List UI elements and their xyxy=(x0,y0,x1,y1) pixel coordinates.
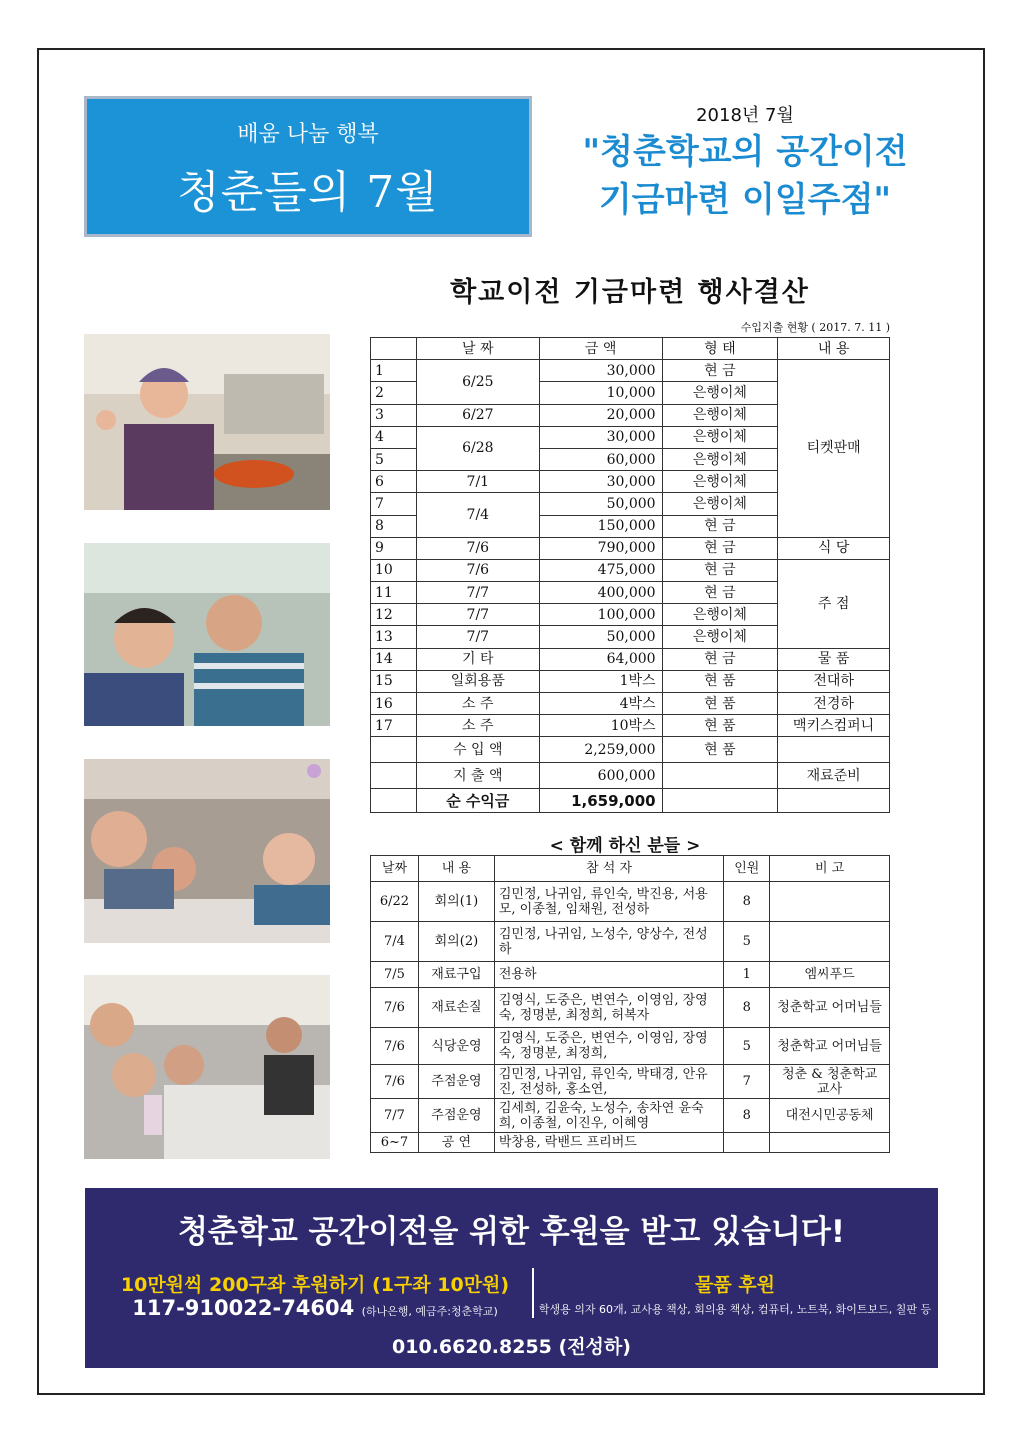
row-date: 6/25 xyxy=(416,360,539,404)
row-date: 7/7 xyxy=(416,604,539,626)
table-row xyxy=(371,1133,890,1153)
row-type: 은행이체 xyxy=(662,426,778,448)
row-number: 14 xyxy=(371,648,417,670)
photo-bar-table xyxy=(84,975,330,1159)
row-amount: 60,000 xyxy=(539,448,662,470)
photo-kitchen xyxy=(84,334,330,510)
empty-cell xyxy=(371,763,417,789)
row-people: 김영식, 도중은, 변연수, 이영임, 장영숙, 정명분, 최정희, xyxy=(494,1028,723,1065)
row-content: 물 품 xyxy=(778,648,890,670)
row-content: 회의(2) xyxy=(418,922,494,962)
header-title xyxy=(545,128,945,224)
row-amount: 30,000 xyxy=(539,360,662,382)
row-number: 1 xyxy=(371,360,417,382)
header-box xyxy=(84,96,532,237)
row-amount: 475,000 xyxy=(539,559,662,581)
row-people: 전용하 xyxy=(494,962,723,988)
row-content: 주점운영 xyxy=(418,1099,494,1133)
row-content: 전경하 xyxy=(778,693,890,715)
row-number: 8 xyxy=(371,515,417,537)
row-count: 5 xyxy=(724,1028,770,1065)
banner-headline: 청춘학교 공간이전을 위한 후원을 받고 있습니다! xyxy=(177,1214,846,1250)
row-content: 전대하 xyxy=(778,670,890,692)
row-date: 7/6 xyxy=(416,537,539,559)
header-cell: 날짜 xyxy=(371,856,419,882)
row-amount: 50,000 xyxy=(539,626,662,648)
expense-label: 지 출 액 xyxy=(416,763,539,789)
row-amount: 400,000 xyxy=(539,582,662,604)
report-status: 수입지출 현황 ( 2017. 7. 11 ) xyxy=(740,321,890,334)
row-people: 박창용, 락밴드 프리버드 xyxy=(494,1133,723,1153)
row-note: 청춘 & 청춘학교 교사 xyxy=(770,1065,890,1099)
income-type: 현 품 xyxy=(662,737,778,763)
row-number: 11 xyxy=(371,582,417,604)
account-note: (하나은행, 예금주:청춘학교) xyxy=(361,1305,498,1318)
row-people: 김세희, 김윤숙, 노성수, 송차연 윤숙희, 이종철, 이진우, 이혜영 xyxy=(494,1099,723,1133)
row-count: 1 xyxy=(724,962,770,988)
table-header-row xyxy=(371,338,890,360)
empty-cell xyxy=(662,789,778,813)
row-count xyxy=(724,1133,770,1153)
row-amount: 1박스 xyxy=(539,670,662,692)
row-date: 7/6 xyxy=(371,1028,419,1065)
row-type: 현 금 xyxy=(662,559,778,581)
photo-party-table xyxy=(84,759,330,943)
row-date: 7/7 xyxy=(371,1099,419,1133)
row-amount: 150,000 xyxy=(539,515,662,537)
empty-cell xyxy=(371,737,417,763)
net-label: 순 수익금 xyxy=(416,789,539,813)
row-date: 6/22 xyxy=(371,882,419,922)
row-people: 김민정, 나귀임, 류인숙, 박태경, 안유진, 전성하, 홍소연, xyxy=(494,1065,723,1099)
header-cell xyxy=(371,338,417,360)
banner-phone: 010.6620.8255 (전성하) xyxy=(392,1336,631,1358)
row-amount: 10박스 xyxy=(539,715,662,737)
row-note: 청춘학교 어머님들 xyxy=(770,1028,890,1065)
account-number: 117-910022-74604 xyxy=(132,1296,355,1320)
row-type: 현 금 xyxy=(662,515,778,537)
row-date: 일회용품 xyxy=(416,670,539,692)
table-row xyxy=(371,922,890,962)
row-people: 김민정, 나귀임, 노성수, 양상수, 전성하 xyxy=(494,922,723,962)
row-content: 식당운영 xyxy=(418,1028,494,1065)
row-type: 은행이체 xyxy=(662,493,778,515)
table-row xyxy=(371,882,890,922)
income-label: 수 입 액 xyxy=(416,737,539,763)
banner-goods-title: 물품 후원 xyxy=(694,1274,776,1296)
row-type: 현 금 xyxy=(662,582,778,604)
header-cell: 참 석 자 xyxy=(494,856,723,882)
row-amount: 10,000 xyxy=(539,382,662,404)
row-content-ticket: 티켓판매 xyxy=(778,360,890,538)
row-content: 재료손질 xyxy=(418,988,494,1028)
empty-cell xyxy=(662,763,778,789)
row-content: 회의(1) xyxy=(418,882,494,922)
row-amount: 790,000 xyxy=(539,537,662,559)
row-content: 맥키스컴퍼니 xyxy=(778,715,890,737)
table-row xyxy=(371,1099,890,1133)
row-note: 청춘학교 어머님들 xyxy=(770,988,890,1028)
row-date: 7/5 xyxy=(371,962,419,988)
row-amount: 20,000 xyxy=(539,404,662,426)
row-date: 7/6 xyxy=(416,559,539,581)
row-note xyxy=(770,922,890,962)
row-type: 현 금 xyxy=(662,537,778,559)
row-date: 6/28 xyxy=(416,426,539,470)
together-title: < 함께 하신 분들 > xyxy=(549,836,701,856)
row-number: 9 xyxy=(371,537,417,559)
row-type: 현 품 xyxy=(662,715,778,737)
row-number: 17 xyxy=(371,715,417,737)
row-date: 7/7 xyxy=(416,626,539,648)
banner-divider xyxy=(532,1268,534,1318)
row-type: 현 품 xyxy=(662,670,778,692)
empty-cell xyxy=(778,789,890,813)
row-date: 6~7 xyxy=(371,1133,419,1153)
income-row xyxy=(371,737,890,763)
table-row xyxy=(371,537,890,559)
row-type: 은행이체 xyxy=(662,604,778,626)
row-number: 10 xyxy=(371,559,417,581)
table-row xyxy=(371,360,890,382)
row-count: 5 xyxy=(724,922,770,962)
header-cell: 내 용 xyxy=(778,338,890,360)
row-date: 6/27 xyxy=(416,404,539,426)
row-date: 7/1 xyxy=(416,471,539,493)
table-row xyxy=(371,1065,890,1099)
row-content: 공 연 xyxy=(418,1133,494,1153)
row-number: 6 xyxy=(371,471,417,493)
row-note xyxy=(770,1133,890,1153)
table-row xyxy=(371,715,890,737)
row-count: 8 xyxy=(724,1099,770,1133)
table-row xyxy=(371,962,890,988)
header-cell: 비 고 xyxy=(770,856,890,882)
row-note: 엠씨푸드 xyxy=(770,962,890,988)
row-people: 김영식, 도중은, 변연수, 이영임, 장영숙, 정명분, 최정희, 허복자 xyxy=(494,988,723,1028)
header-cell: 내 용 xyxy=(418,856,494,882)
row-amount: 30,000 xyxy=(539,426,662,448)
row-number: 15 xyxy=(371,670,417,692)
header-title-line1: "청춘학교의 공간이전 xyxy=(582,132,908,172)
row-amount: 64,000 xyxy=(539,648,662,670)
row-number: 7 xyxy=(371,493,417,515)
expense-row xyxy=(371,763,890,789)
row-content: 재료구입 xyxy=(418,962,494,988)
row-date: 기 타 xyxy=(416,648,539,670)
row-type: 은행이체 xyxy=(662,448,778,470)
empty-cell xyxy=(778,737,890,763)
table-row xyxy=(371,988,890,1028)
net-row xyxy=(371,789,890,813)
row-date: 7/7 xyxy=(416,582,539,604)
row-amount: 50,000 xyxy=(539,493,662,515)
row-number: 3 xyxy=(371,404,417,426)
row-type: 은행이체 xyxy=(662,404,778,426)
banner-goods-list: 학생용 의자 60개, 교사용 책상, 회의용 책상, 컴퓨터, 노트북, 화이트보드, 칠판 등 xyxy=(538,1303,932,1316)
header-cell: 금 액 xyxy=(539,338,662,360)
row-number: 13 xyxy=(371,626,417,648)
table-row xyxy=(371,559,890,581)
table-row xyxy=(371,1028,890,1065)
row-date: 7/6 xyxy=(371,988,419,1028)
row-date: 소 주 xyxy=(416,693,539,715)
row-count: 8 xyxy=(724,988,770,1028)
header-cell: 날 짜 xyxy=(416,338,539,360)
row-number: 16 xyxy=(371,693,417,715)
row-people: 김민정, 나귀임, 류인숙, 박진용, 서용모, 이종철, 임채원, 전성하 xyxy=(494,882,723,922)
banner-account xyxy=(105,1296,525,1320)
income-amount: 2,259,000 xyxy=(539,737,662,763)
row-type: 현 금 xyxy=(662,360,778,382)
expense-content: 재료준비 xyxy=(778,763,890,789)
expense-amount: 600,000 xyxy=(539,763,662,789)
table-row xyxy=(371,670,890,692)
row-content: 주점운영 xyxy=(418,1065,494,1099)
row-type: 현 금 xyxy=(662,648,778,670)
row-date: 7/4 xyxy=(371,922,419,962)
header-box-subtitle: 배움 나눔 행복 xyxy=(237,122,379,147)
row-date: 7/6 xyxy=(371,1065,419,1099)
row-number: 4 xyxy=(371,426,417,448)
row-amount: 30,000 xyxy=(539,471,662,493)
table-header-row xyxy=(371,856,890,882)
row-content: 식 당 xyxy=(778,537,890,559)
row-amount: 4박스 xyxy=(539,693,662,715)
banner-donate-line: 10만원씩 200구좌 후원하기 (1구좌 10만원) xyxy=(120,1274,510,1296)
header-box-title: 청춘들의 7월 xyxy=(177,167,439,218)
row-note xyxy=(770,882,890,922)
net-amount: 1,659,000 xyxy=(539,789,662,813)
row-type: 은행이체 xyxy=(662,471,778,493)
report-title: 학교이전 기금마련 행사결산 xyxy=(450,277,810,308)
participants-table xyxy=(370,855,890,1153)
row-type: 은행이체 xyxy=(662,382,778,404)
row-type: 은행이체 xyxy=(662,626,778,648)
row-number: 12 xyxy=(371,604,417,626)
row-number: 2 xyxy=(371,382,417,404)
row-content-bar: 주 점 xyxy=(778,559,890,648)
header-cell: 인원 xyxy=(724,856,770,882)
photo-two-men xyxy=(84,543,330,726)
table-row xyxy=(371,648,890,670)
header-cell: 형 태 xyxy=(662,338,778,360)
empty-cell xyxy=(371,789,417,813)
row-date: 7/4 xyxy=(416,493,539,537)
row-type: 현 품 xyxy=(662,693,778,715)
donation-banner xyxy=(85,1188,938,1368)
income-expense-table xyxy=(370,337,890,813)
row-amount: 100,000 xyxy=(539,604,662,626)
row-count: 7 xyxy=(724,1065,770,1099)
header-title-line2: 기금마련 이일주점" xyxy=(598,180,892,220)
row-count: 8 xyxy=(724,882,770,922)
row-note: 대전시민공동체 xyxy=(770,1099,890,1133)
row-number: 5 xyxy=(371,448,417,470)
header-date: 2018년 7월 xyxy=(696,105,794,126)
table-row xyxy=(371,693,890,715)
row-date: 소 주 xyxy=(416,715,539,737)
